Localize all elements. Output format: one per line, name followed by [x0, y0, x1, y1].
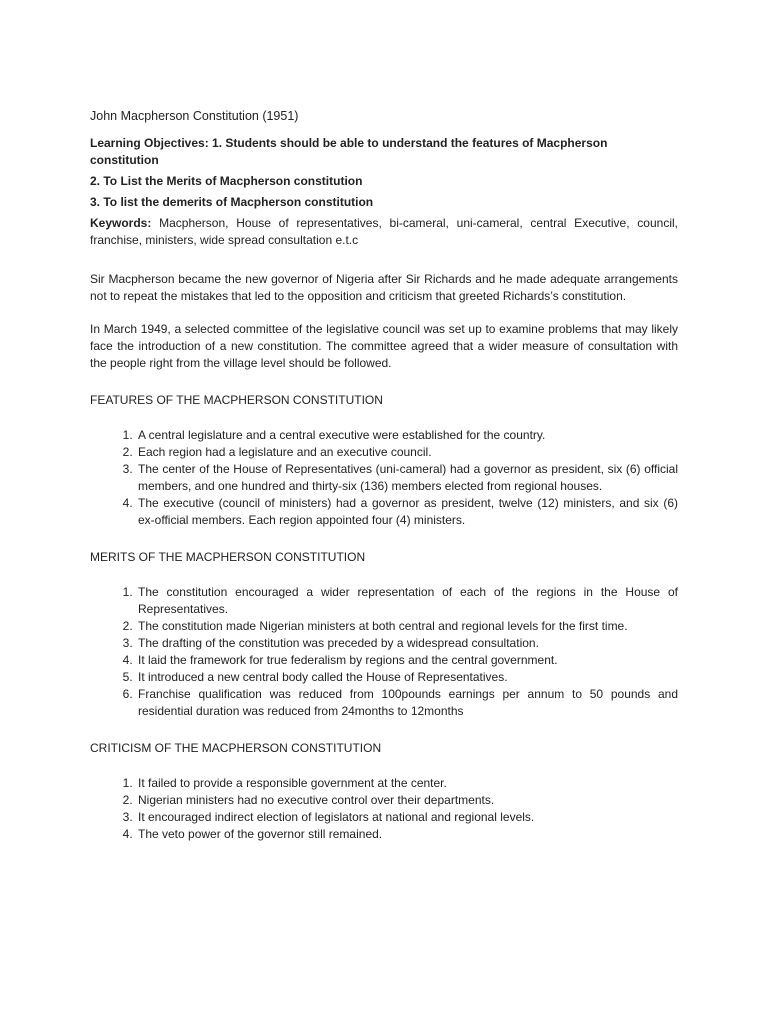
- merits-list: [90, 584, 678, 720]
- learning-objectives-label: Learning Objectives:: [90, 136, 209, 150]
- list-item: 4. The executive (council of ministers) had a governor as president, twelve (12) ministers, and six (6) ex-official members. Each region appointed four (4) ministers.: [136, 495, 678, 529]
- learning-objective-3: 3. To list the demerits of Macpherson constitution: [90, 195, 374, 209]
- learning-objective-2: 2. To List the Merits of Macpherson constitution: [90, 174, 363, 188]
- keywords: [90, 215, 678, 249]
- list-item: 4. It laid the framework for true federalism by regions and the central government.: [136, 652, 678, 669]
- list-item: 5. It introduced a new central body called the House of Representatives.: [136, 669, 678, 686]
- features-list: [90, 427, 678, 529]
- list-item: 2. Nigerian ministers had no executive control over their departments.: [136, 792, 678, 809]
- intro-paragraph-2: In March 1949, a selected committee of the legislative council was set up to examine problems that may likely face the introduction of a new constitution. The committee agreed that a wider measure of consultation with the people right from the village level should be followed.: [90, 322, 678, 370]
- list-item: 1. The constitution encouraged a wider representation of each of the regions in the House of Representatives.: [136, 584, 678, 618]
- document-page: [90, 108, 678, 859]
- learning-objective-1: [90, 135, 678, 169]
- learning-objective-1-text: 1. Students should be able to understand the features of Macpherson constitution: [90, 136, 608, 167]
- criticism-list: [90, 775, 678, 843]
- features-heading: FEATURES OF THE MACPHERSON CONSTITUTION: [90, 393, 383, 407]
- document-title: John Macpherson Constitution (1951): [90, 109, 299, 123]
- list-item: 2. The constitution made Nigerian ministers at both central and regional levels for the first time.: [136, 618, 678, 635]
- list-item: 1. It failed to provide a responsible government at the center.: [136, 775, 678, 792]
- list-item: 3. The center of the House of Representatives (uni-cameral) had a governor as president, six (6) official members, and one hundred and thirty-six (136) members elected from regional houses.: [136, 461, 678, 495]
- list-item: 3. It encouraged indirect election of legislators at national and regional levels.: [136, 809, 678, 826]
- merits-heading: MERITS OF THE MACPHERSON CONSTITUTION: [90, 550, 366, 564]
- keywords-label: Keywords:: [90, 216, 152, 230]
- keywords-text: Macpherson, House of representatives, bi-cameral, uni-cameral, central Executive, council, franchise, ministers, wide spread consultation e.t.c: [90, 216, 678, 247]
- list-item: 4. The veto power of the governor still remained.: [136, 826, 678, 843]
- intro-paragraph-1: Sir Macpherson became the new governor of Nigeria after Sir Richards and he made adequate arrangements not to repeat the mistakes that led to the opposition and criticism that greeted Richards’s constitution.: [90, 272, 678, 303]
- list-item: 6. Franchise qualification was reduced from 100pounds earnings per annum to 50 pounds and residential duration was reduced from 24months to 12months: [136, 686, 678, 720]
- list-item: 3. The drafting of the constitution was preceded by a widespread consultation.: [136, 635, 678, 652]
- list-item: 2. Each region had a legislature and an executive council.: [136, 444, 678, 461]
- list-item: 1. A central legislature and a central executive were established for the country.: [136, 427, 678, 444]
- criticism-heading: CRITICISM OF THE MACPHERSON CONSTITUTION: [90, 741, 382, 755]
